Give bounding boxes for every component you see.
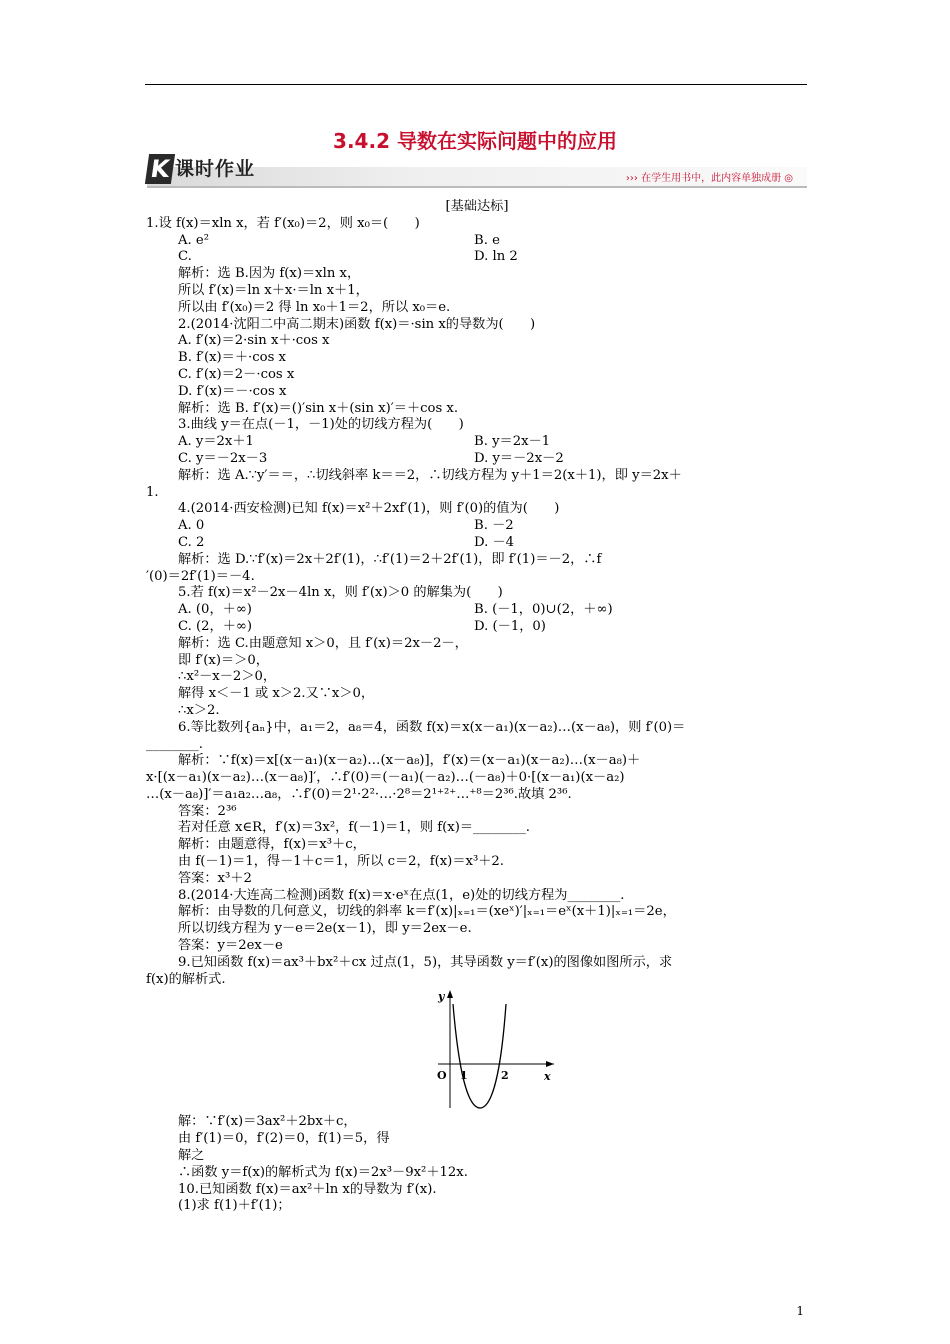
text-line: 即 f′(x)＝＞0， — [178, 652, 269, 668]
text-line: 解析：选 A.∵y′＝＝，∴切线斜率 k＝＝2，∴切线方程为 y＋1＝2(x＋1)，即 y＝2x＋ — [178, 467, 682, 483]
text-line: 10.已知函数 f(x)＝ax²＋ln x的导数为 f′(x). — [178, 1181, 437, 1197]
text-line: 解析：选 C.由题意知 x＞0，且 f′(x)＝2x－2－， — [178, 635, 468, 651]
k-logo-icon: K — [145, 154, 175, 184]
solution-lines — [146, 1114, 808, 1215]
text-line: 所以切线方程为 y－e＝2e(x－1)，即 y＝2ex－e. — [178, 921, 472, 937]
text-line: 答案：y＝2ex－e — [178, 938, 283, 954]
choice-option: C. (2，＋∞) — [178, 618, 253, 634]
text-line: …(x－a₈)]′＝a₁a₂…a₈，∴f′(0)＝2¹·2²·…·2⁸＝2¹⁺²⁺…⁺⁸＝2³⁶.故填 2³⁶. — [146, 786, 572, 802]
text-line: 答案：x³＋2 — [178, 870, 252, 886]
text-line: 1.设 f(x)＝xln x，若 f′(x₀)＝2，则 x₀＝( ) — [146, 215, 420, 231]
choice-row — [146, 518, 808, 535]
choice-option: A. (0，＋∞) — [178, 602, 252, 618]
text-line: 8.(2014·大连高二检测)函数 f(x)＝x·eˣ在点(1，e)处的切线方程为________. — [178, 887, 625, 903]
text-line: 解之 — [178, 1148, 205, 1164]
homework-banner — [147, 150, 807, 188]
text-line: 2.(2014·沈阳二中高二期末)函数 f(x)＝·sin x的导数为( ) — [178, 316, 536, 332]
parabola-figure — [428, 988, 558, 1114]
origin-label: O — [437, 1069, 447, 1083]
section-title: [基础达标] — [445, 199, 509, 214]
text-line: 5.若 f(x)＝x²－2x－4ln x，则 f′(x)＞0 的解集为( ) — [178, 585, 503, 601]
text-line: ∴x＞2. — [178, 702, 220, 718]
text-line: 解析：∵f(x)＝x[(x－a₁)(x－a₂)…(x－a₈)]，f′(x)＝(x－a₁)(x－a₂)…(x－a₈)＋ — [178, 753, 641, 769]
text-line: B. f′(x)＝＋·cos x — [178, 350, 286, 366]
text-line: 由 f′(1)＝0，f′(2)＝0，f(1)＝5，得 — [178, 1131, 390, 1147]
text-line: D. f′(x)＝－·cos x — [178, 383, 287, 399]
choice-option: D. ln 2 — [474, 249, 518, 265]
choice-row — [146, 535, 808, 552]
text-line: ∴x²－x－2＞0， — [178, 669, 277, 685]
text-line: 若对任意 x∈R，f′(x)＝3x²，f(－1)＝1，则 f(x)＝________. — [178, 820, 530, 836]
choice-option: B. (－1，0)∪(2，＋∞) — [474, 602, 613, 618]
header-rule — [145, 84, 807, 85]
choice-option: B. y＝2x－1 — [474, 434, 551, 450]
page-title: 3.4.2 导数在实际问题中的应用 — [333, 129, 617, 153]
choice-option: C. — [178, 249, 192, 265]
x-axis-arrow-icon — [546, 1061, 554, 1067]
text-line: 1. — [146, 484, 159, 500]
text-line: (1)求 f(1)＋f′(1)； — [178, 1198, 291, 1214]
choice-row — [146, 434, 808, 451]
choice-option: A. 0 — [178, 518, 205, 534]
choice-option: C. 2 — [178, 534, 205, 550]
text-line: 解析：选 D.∵f′(x)＝2x＋2f′(1)，∴f′(1)＝2＋2f′(1)，即 f′(1)＝－2，∴f — [178, 551, 602, 567]
banner-note: ››› 在学生用书中，此内容单独成册 ◎ — [625, 173, 793, 184]
text-line: 4.(2014·西安检测)已知 f(x)＝x²＋2xf′(1)，则 f′(0)的值为( ) — [178, 501, 560, 517]
choice-option: D. (－1，0) — [474, 618, 546, 634]
text-line: 答案：2³⁶ — [178, 803, 237, 819]
page-number: 1 — [796, 1304, 804, 1318]
text-line: 解得 x＜－1 或 x＞2.又∵x＞0， — [178, 686, 375, 702]
text-line: 6.等比数列{aₙ}中，a₁＝2，a₈＝4，函数 f(x)＝x(x－a₁)(x－a₂)…(x－a₈)，则 f′(0)＝ — [178, 719, 686, 735]
choice-option: B. e — [474, 232, 500, 248]
parabola-curve — [453, 1004, 506, 1108]
text-line: ________. — [146, 736, 203, 752]
text-line: f(x)的解析式. — [146, 971, 226, 987]
choice-option: D. y＝－2x－2 — [474, 450, 564, 466]
text-line: 解析：由导数的几何意义，切线的斜率 k＝f′(x)|ₓ₌₁＝(xeˣ)′|ₓ₌₁＝eˣ(x＋1)|ₓ₌₁＝2e， — [178, 904, 676, 920]
text-line: C. f′(x)＝2－·cos x — [178, 366, 295, 382]
text-line: 由 f(－1)＝1，得－1＋c＝1，所以 c＝2，f(x)＝x³＋2. — [178, 854, 505, 870]
text-line: 解：∵f′(x)＝3ax²＋2bx＋c， — [178, 1114, 357, 1130]
text-line: 9.已知函数 f(x)＝ax³＋bx²＋cx 过点(1，5)，其导函数 y＝f′(x)的图像如图所示，求 — [178, 954, 673, 970]
tick-label-1: 1 — [460, 1069, 468, 1083]
choice-option: C. y＝－2x－3 — [178, 450, 268, 466]
choice-option: A. y＝2x＋1 — [178, 434, 254, 450]
choice-row — [146, 249, 808, 266]
choice-option: B. －2 — [474, 518, 514, 534]
choice-row — [146, 619, 808, 636]
problem-lines — [146, 216, 808, 989]
text-line: ∴函数 y＝f(x)的解析式为 f(x)＝2x³－9x²＋12x. — [178, 1164, 468, 1180]
choice-option: A. e² — [178, 232, 209, 248]
derivative-graph — [146, 988, 808, 1114]
text-line: 解析：由题意得，f(x)＝x³＋c， — [178, 837, 366, 853]
text-line: 所以由 f′(x₀)＝2 得 ln x₀＋1＝2，所以 x₀＝e. — [178, 299, 451, 315]
banner-label: 课时作业 — [175, 158, 256, 180]
choice-row — [146, 451, 808, 468]
text-line: A. f′(x)＝2·sin x＋·cos x — [178, 333, 330, 349]
choice-row — [146, 602, 808, 619]
document-body — [146, 199, 808, 1215]
text-line: 所以 f′(x)＝ln x＋x·＝ln x＋1， — [178, 282, 369, 298]
text-line: x·[(x－a₁)(x－a₂)…(x－a₈)]′，∴f′(0)＝(－a₁)(－a₂)…(－a₈)＋0·[(x－a₁)(x－a₂) — [146, 770, 625, 786]
text-line: 解析：选 B. f′(x)＝()′sin x＋(sin x)′＝＋cos x. — [178, 400, 459, 416]
text-line: 解析：选 B.因为 f(x)＝xln x， — [178, 266, 361, 282]
text-line: 3.曲线 y＝在点(－1，－1)处的切线方程为( ) — [178, 417, 464, 433]
x-axis-label: x — [544, 1070, 551, 1084]
y-axis-label: y — [438, 990, 445, 1004]
text-line: ′(0)＝2f′(1)＝－4. — [146, 568, 255, 584]
choice-option: D. －4 — [474, 534, 515, 550]
y-axis-arrow-icon — [447, 990, 453, 998]
choice-row — [146, 233, 808, 250]
tick-label-2: 2 — [501, 1069, 509, 1083]
